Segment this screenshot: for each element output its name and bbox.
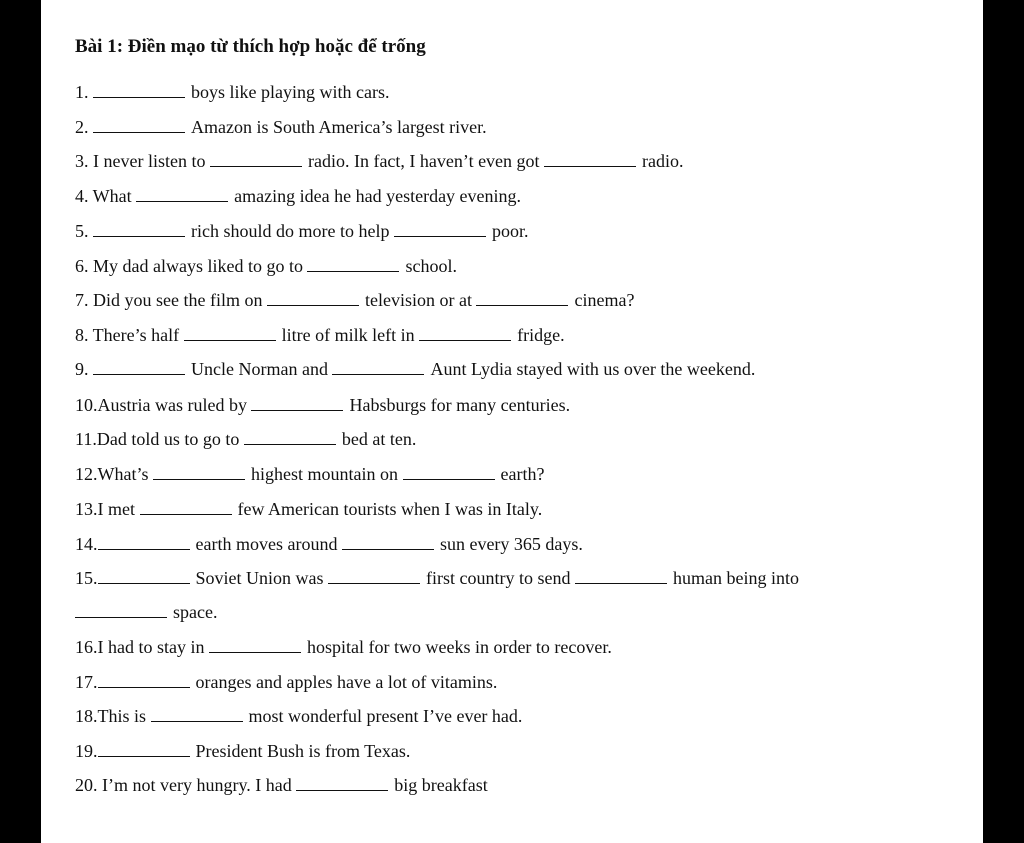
exercise-text: cinema? xyxy=(574,290,635,310)
exercise-text: 11.Dad told us to go to xyxy=(75,429,244,449)
exercise-text: 1. xyxy=(75,82,93,102)
exercise-text: 13.I met xyxy=(75,499,140,519)
exercise-item xyxy=(75,393,570,417)
exercise-text: 9. xyxy=(75,359,93,379)
answer-blank[interactable] xyxy=(75,603,167,618)
exercise-text: Aunt Lydia stayed with us over the weekend. xyxy=(430,359,756,379)
answer-blank[interactable] xyxy=(151,707,243,722)
exercise-text: 10.Austria was ruled by xyxy=(75,395,252,415)
answer-blank[interactable] xyxy=(342,535,434,550)
exercise-text: radio. xyxy=(642,151,684,171)
exercise-text: earth moves around xyxy=(195,534,342,554)
exercise-item xyxy=(75,566,799,590)
exercise-text: litre of milk left in xyxy=(281,325,420,345)
answer-blank[interactable] xyxy=(184,326,276,341)
exercise-text: 6. My dad always liked to go to xyxy=(75,256,308,276)
exercise-item xyxy=(75,462,544,486)
exercise-item xyxy=(75,773,488,797)
exercise-text: space. xyxy=(173,602,218,622)
exercise-text: first country to send xyxy=(426,568,575,588)
answer-blank[interactable] xyxy=(332,360,424,375)
exercise-text: highest mountain on xyxy=(251,464,403,484)
answer-blank[interactable] xyxy=(575,569,667,584)
exercise-text: 3. I never listen to xyxy=(75,151,210,171)
exercise-item xyxy=(75,532,583,556)
exercise-text: boys like playing with cars. xyxy=(191,82,390,102)
exercise-item xyxy=(75,670,497,694)
answer-blank[interactable] xyxy=(98,569,190,584)
exercise-item xyxy=(75,739,410,763)
exercise-item xyxy=(75,80,389,104)
exercise-text: television or at xyxy=(364,290,477,310)
exercise-text: 20. I’m not very hungry. I had xyxy=(75,775,297,795)
answer-blank[interactable] xyxy=(419,326,511,341)
exercise-text: bed at ten. xyxy=(341,429,417,449)
exercise-text: hospital for two weeks in order to recover. xyxy=(306,637,612,657)
exercise-text: school. xyxy=(405,256,457,276)
exercise-text: 14. xyxy=(75,534,98,554)
answer-blank[interactable] xyxy=(394,222,486,237)
exercise-text: 2. xyxy=(75,117,93,137)
exercise-text: 8. There’s half xyxy=(75,325,184,345)
exercise-text: earth? xyxy=(500,464,545,484)
exercise-text: most wonderful present I’ve ever had. xyxy=(248,706,523,726)
worksheet-page xyxy=(41,0,983,843)
exercise-item xyxy=(75,600,217,624)
exercise-text: radio. In fact, I haven’t even got xyxy=(307,151,545,171)
exercise-text: few American tourists when I was in Italy. xyxy=(237,499,543,519)
exercise-text: 4. What xyxy=(75,186,137,206)
answer-blank[interactable] xyxy=(267,291,359,306)
exercise-item xyxy=(75,149,684,173)
exercise-text: rich should do more to help xyxy=(191,221,394,241)
exercise-text: 12.What’s xyxy=(75,464,153,484)
exercise-text: poor. xyxy=(491,221,529,241)
answer-blank[interactable] xyxy=(209,638,301,653)
exercise-text: 16.I had to stay in xyxy=(75,637,209,657)
answer-blank[interactable] xyxy=(210,152,302,167)
exercise-item xyxy=(75,357,755,381)
answer-blank[interactable] xyxy=(93,83,185,98)
answer-blank[interactable] xyxy=(93,118,185,133)
exercise-text: Habsburgs for many centuries. xyxy=(349,395,571,415)
exercise-item xyxy=(75,184,521,208)
exercise-text: fridge. xyxy=(517,325,565,345)
exercise-item xyxy=(75,288,634,312)
answer-blank[interactable] xyxy=(244,430,336,445)
exercise-text: 18.This is xyxy=(75,706,151,726)
exercise-text: 5. xyxy=(75,221,93,241)
exercise-text: human being into xyxy=(672,568,799,588)
answer-blank[interactable] xyxy=(98,535,190,550)
answer-blank[interactable] xyxy=(307,257,399,272)
answer-blank[interactable] xyxy=(153,465,245,480)
exercise-item xyxy=(75,254,457,278)
answer-blank[interactable] xyxy=(98,742,190,757)
answer-blank[interactable] xyxy=(296,776,388,791)
exercise-text: oranges and apples have a lot of vitamins. xyxy=(195,672,498,692)
answer-blank[interactable] xyxy=(93,360,185,375)
answer-blank[interactable] xyxy=(544,152,636,167)
exercise-title: Bài 1: Điền mạo từ thích hợp hoặc để trống xyxy=(75,36,426,57)
answer-blank[interactable] xyxy=(98,673,190,688)
exercise-text: 7. Did you see the film on xyxy=(75,290,267,310)
exercise-text: Amazon is South America’s largest river. xyxy=(191,117,487,137)
exercise-item xyxy=(75,219,528,243)
exercise-item xyxy=(75,704,522,728)
answer-blank[interactable] xyxy=(403,465,495,480)
exercise-item xyxy=(75,427,416,451)
exercise-item xyxy=(75,323,565,347)
answer-blank[interactable] xyxy=(328,569,420,584)
exercise-item xyxy=(75,497,542,521)
answer-blank[interactable] xyxy=(93,222,185,237)
exercise-text: Uncle Norman and xyxy=(191,359,333,379)
exercise-text: amazing idea he had yesterday evening. xyxy=(234,186,522,206)
answer-blank[interactable] xyxy=(136,187,228,202)
exercise-text: 19. xyxy=(75,741,98,761)
exercise-item xyxy=(75,115,487,139)
exercise-text: 15. xyxy=(75,568,98,588)
exercise-text: 17. xyxy=(75,672,98,692)
answer-blank[interactable] xyxy=(476,291,568,306)
exercise-text: President Bush is from Texas. xyxy=(195,741,411,761)
exercise-item xyxy=(75,635,612,659)
answer-blank[interactable] xyxy=(251,396,343,411)
exercise-text: Soviet Union was xyxy=(195,568,328,588)
answer-blank[interactable] xyxy=(140,500,232,515)
exercise-text: big breakfast xyxy=(394,775,488,795)
exercise-text: sun every 365 days. xyxy=(439,534,583,554)
